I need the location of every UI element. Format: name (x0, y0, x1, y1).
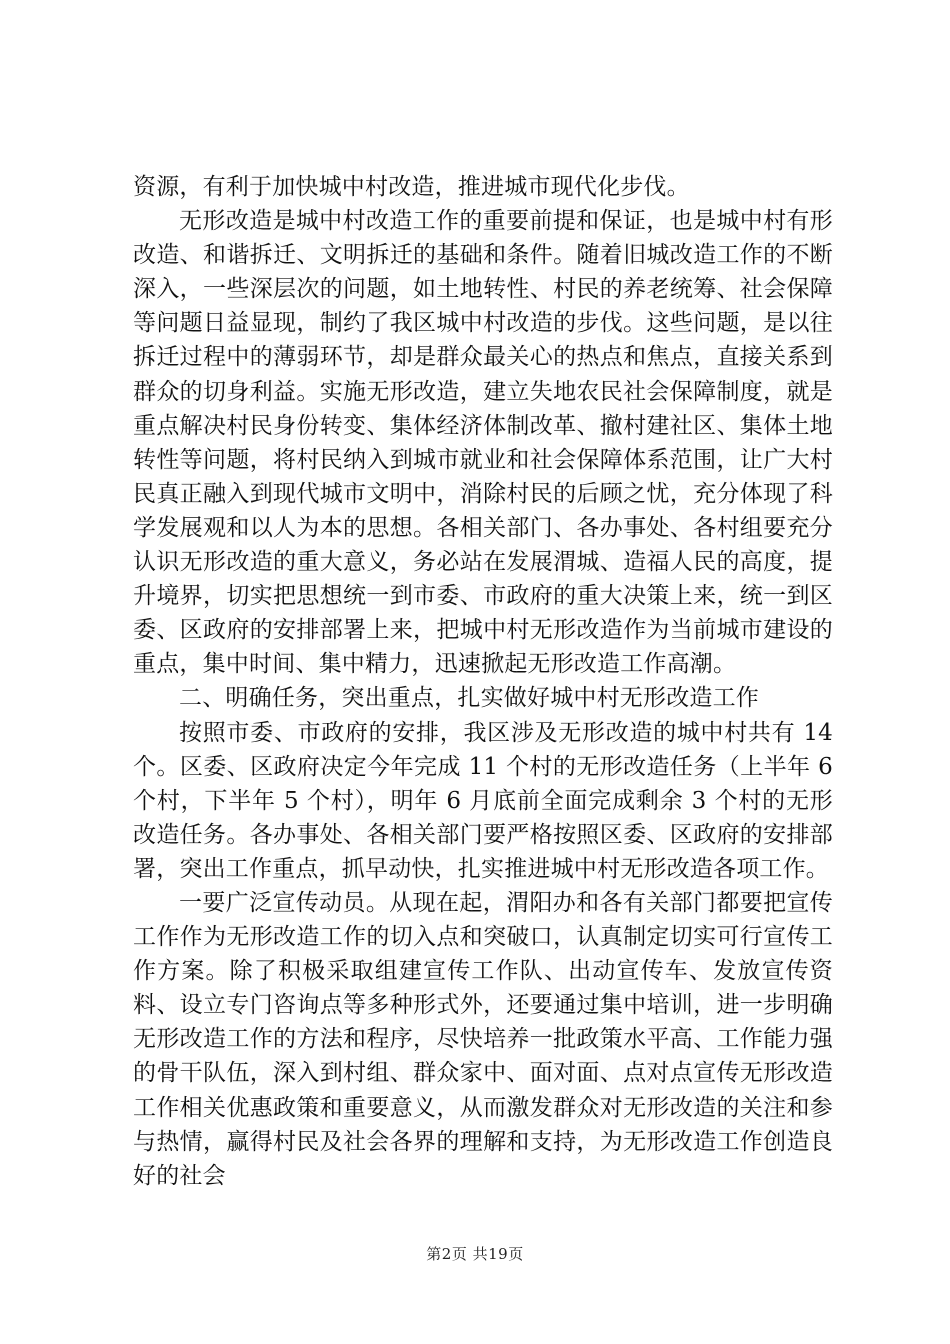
document-body (133, 170, 833, 1193)
paragraph-publicity: 一要广泛宣传动员。从现在起，渭阳办和各有关部门都要把宣传工作作为无形改造工作的切入点和突破口，认真制定切实可行宣传工作方案。除了积极采取组建宣传工作队、出动宣传车、发放宣传资料、设立专门咨询点等多种形式外，还要通过集中培训，进一步明确无形改造工作的方法和程序，尽快培养一批政策水平高、工作能力强的骨干队伍，深入到村组、群众家中、面对面、点对点宣传无形改造工作相关优惠政策和重要意义，从而激发群众对无形改造的关注和参与热情，赢得村民及社会各界的理解和支持，为无形改造工作创造良好的社会 (133, 889, 833, 1189)
page-footer: 第2页 共19页 (426, 1245, 524, 1263)
section-heading: 二、明确任务，突出重点，扎实做好城中村无形改造工作 (179, 685, 759, 712)
paragraph-continuation: 资源，有利于加快城中村改造，推进城市现代化步伐。 (133, 174, 690, 200)
paragraph-tasks: 按照市委、市政府的安排，我区涉及无形改造的城中村共有 14 个。区委、区政府决定今年完成 11 个村的无形改造任务（上半年 6 个村，下半年 5 个村），明年 6 月底前全面完成剩余 3 个村的无形改造任务。各办事处、各相关部门要严格按照区委、区政府的安排部署，突出工作重点，抓早动快，扎实推进城中村无形改造各项工作。 (133, 719, 833, 882)
paragraph-intangible-renovation: 无形改造是城中村改造工作的重要前提和保证，也是城中村有形改造、和谐拆迁、文明拆迁的基础和条件。随着旧城改造工作的不断深入，一些深层次的问题，如土地转性、村民的养老统筹、社会保障等问题日益显现，制约了我区城中村改造的步伐。这些问题，是以往拆迁过程中的薄弱环节，却是群众最关心的热点和焦点，直接关系到群众的切身利益。实施无形改造，建立失地农民社会保障制度，就是重点解决村民身份转变、集体经济体制改革、撤村建社区、集体土地转性等问题，将村民纳入到城市就业和社会保障体系范围，让广大村民真正融入到现代城市文明中，消除村民的后顾之忧，充分体现了科学发展观和以人为本的思想。各相关部门、各办事处、各村组要充分认识无形改造的重大意义，务必站在发展渭城、造福人民的高度，提升境界，切实把思想统一到市委、市政府的重大决策上来，统一到区委、区政府的安排部署上来，把城中村无形改造作为当前城市建设的重点，集中时间、集中精力，迅速掀起无形改造工作高潮。 (133, 208, 833, 678)
